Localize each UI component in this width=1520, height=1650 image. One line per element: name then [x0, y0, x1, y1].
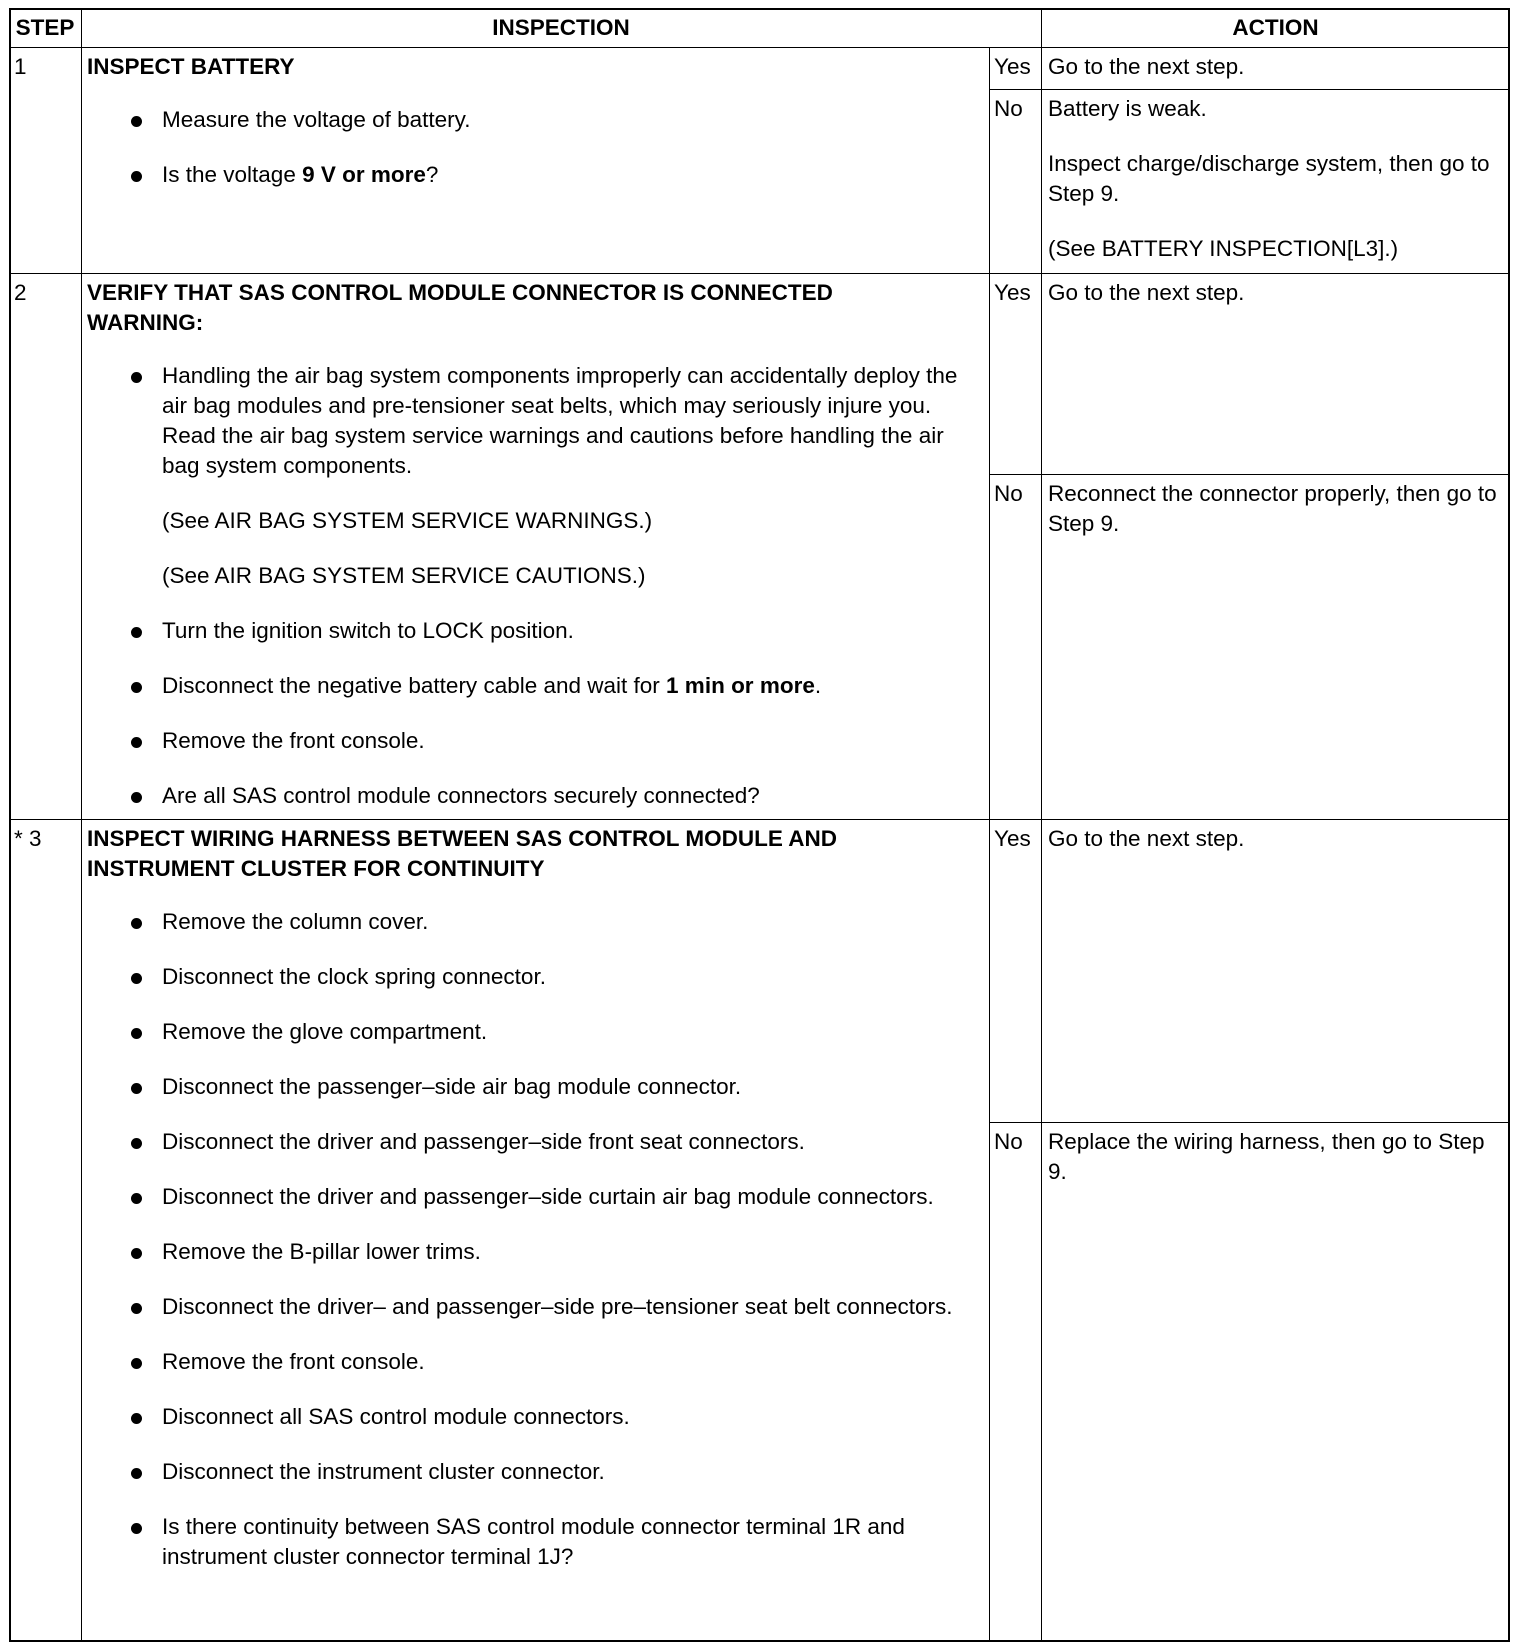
step-items — [87, 616, 971, 811]
list-item: Disconnect the passenger–side air bag module connector. — [87, 1072, 971, 1102]
reference-note: (See AIR BAG SYSTEM SERVICE CAUTIONS.) — [162, 563, 646, 588]
step-inspection — [81, 820, 989, 1597]
list-item: Handling the air bag system components improperly can accidentally deploy the air bag modules and pre-tensioner seat belts, which may seriously injure you. Read the air bag system service warnings and cautions before handling the air bag system components. — [87, 361, 971, 481]
no-label: No — [994, 96, 1023, 121]
yes-label: Yes — [994, 54, 1031, 79]
bullet-icon — [131, 918, 142, 929]
yes-label: Yes — [994, 280, 1031, 305]
inspection-table — [9, 8, 1510, 1642]
bullet-icon — [131, 1248, 142, 1259]
bullet-icon — [131, 1083, 142, 1094]
list-item: Disconnect the driver– and passenger–side pre–tensioner seat belt connectors. — [87, 1292, 971, 1322]
step-inspection — [81, 274, 989, 836]
list-item: Disconnect the driver and passenger–side curtain air bag module connectors. — [87, 1182, 971, 1212]
yes-label: Yes — [994, 826, 1031, 851]
bullet-icon — [131, 627, 142, 638]
step-items — [87, 907, 971, 1572]
bullet-icon — [131, 1468, 142, 1479]
bullet-icon — [131, 116, 142, 127]
bullet-icon — [131, 1138, 142, 1149]
list-item: Disconnect the driver and passenger–side front seat connectors. — [87, 1127, 971, 1157]
list-item: Is there continuity between SAS control module connector terminal 1R and instrument cluster connector terminal 1J? — [87, 1512, 971, 1572]
header-action: ACTION — [1232, 15, 1319, 40]
step-inspection — [81, 48, 989, 215]
bullet-icon — [131, 737, 142, 748]
yes-action: Go to the next step. — [1048, 54, 1245, 79]
bullet-icon — [131, 1193, 142, 1204]
list-item: Are all SAS control module connectors securely connected? — [87, 781, 971, 811]
step-title: INSPECT BATTERY — [87, 54, 295, 79]
header-step: STEP — [15, 15, 75, 40]
bullet-icon — [131, 1303, 142, 1314]
no-label: No — [994, 1129, 1023, 1154]
bullet-icon — [131, 372, 142, 383]
bullet-icon — [131, 792, 142, 803]
list-item: Disconnect the clock spring connector. — [87, 962, 971, 992]
reference-note: (See AIR BAG SYSTEM SERVICE WARNINGS.) — [162, 508, 653, 533]
step-title: VERIFY THAT SAS CONTROL MODULE CONNECTOR IS CONNECTED — [87, 280, 833, 305]
bullet-icon — [131, 171, 142, 182]
step-items — [87, 361, 971, 481]
step-number: 1 — [14, 54, 27, 79]
no-label: No — [994, 481, 1023, 506]
bullet-icon — [131, 973, 142, 984]
yes-action: Go to the next step. — [1048, 826, 1245, 851]
yes-action: Go to the next step. — [1048, 280, 1245, 305]
step-number: * 3 — [14, 826, 42, 851]
list-item: Remove the column cover. — [87, 907, 971, 937]
list-item: Remove the front console. — [87, 726, 971, 756]
bullet-icon — [131, 1413, 142, 1424]
list-item: Turn the ignition switch to LOCK position. — [87, 616, 971, 646]
list-item: Remove the B-pillar lower trims. — [87, 1237, 971, 1267]
list-item: Disconnect all SAS control module connectors. — [87, 1402, 971, 1432]
bullet-icon — [131, 1358, 142, 1369]
list-item: Disconnect the instrument cluster connector. — [87, 1457, 971, 1487]
bullet-icon — [131, 1523, 142, 1534]
header-inspection: INSPECTION — [492, 15, 630, 40]
step-items — [87, 105, 971, 190]
no-action: Replace the wiring harness, then go to Step 9. — [1048, 1129, 1485, 1184]
step-title: INSPECT WIRING HARNESS BETWEEN SAS CONTROL MODULE AND INSTRUMENT CLUSTER FOR CONTINUITY — [87, 826, 838, 881]
bullet-icon — [131, 1028, 142, 1039]
bullet-icon — [131, 682, 142, 693]
list-item: Measure the voltage of battery. — [87, 105, 971, 135]
list-item: Is the voltage 9 V or more? — [87, 160, 971, 190]
warning-heading: WARNING: — [87, 310, 204, 335]
list-item: Disconnect the negative battery cable and wait for 1 min or more. — [87, 671, 971, 701]
no-action: Battery is weak. Inspect charge/discharge system, then go to Step 9. (See BATTERY INSPECTION[L3].) — [1048, 96, 1490, 261]
step-number: 2 — [14, 280, 27, 305]
list-item: Remove the glove compartment. — [87, 1017, 971, 1047]
list-item: Remove the front console. — [87, 1347, 971, 1377]
no-action: Reconnect the connector properly, then go to Step 9. — [1048, 481, 1497, 536]
